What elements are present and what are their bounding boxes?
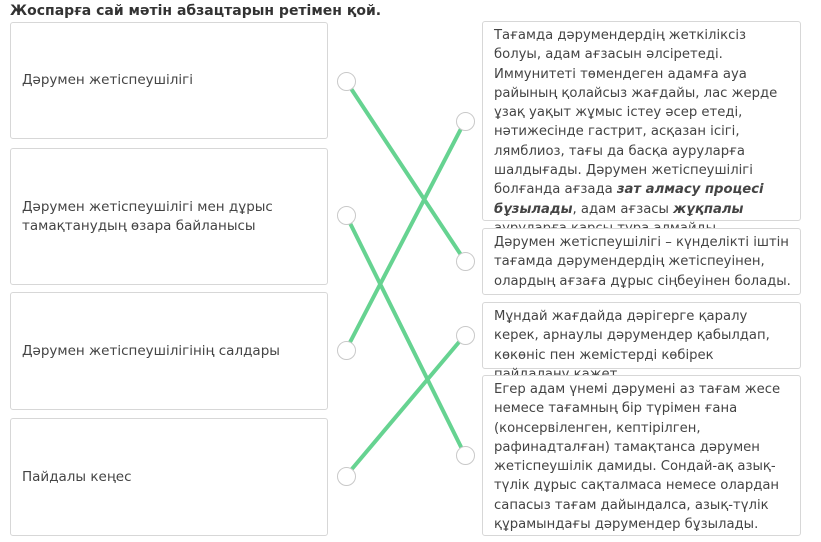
left-connector-dot[interactable] <box>337 206 356 225</box>
left-item-label: Дәрумен жетіспеушілігі <box>22 72 193 88</box>
right-connector-dot[interactable] <box>456 326 475 345</box>
connector-line[interactable] <box>346 335 465 476</box>
right-connector-dot[interactable] <box>456 446 475 465</box>
right-item-text: Тағамда дәрумендердің жеткіліксіз болуы, адам ағзасын әлсіретеді. Иммунитеті төмендеген адамға ауа райының қолайсыз жағдайы, лас жерде ұзақ уақыт жұмыс істеу әсер етеді, нәтижесінде гастрит, асқазан ісігі, лямблиоз, тағы да басқа ауруларға шалдығады. Дәрумен жетіспеушілігі болғанда ағзада зат алмасу процесі бұзылады, адам ағзасы жұқпалы <box>494 28 778 217</box>
left-item-label: Дәрумен жетіспеушілігі мен дұрыс тамақтанудың өзара байланысы <box>22 198 273 234</box>
right-connector-dot[interactable] <box>456 112 475 131</box>
right-item-text: Дәрумен жетіспеушілігі – күнделікті іштін тағамда дәрумендердің жетіспеуінен, олардың ағзаға дұрыс сіңбеуінен болады. <box>494 235 791 289</box>
instruction-title: Жоспарға сай мәтін абзацтарын ретімен қой. <box>10 3 382 19</box>
left-connector-dot[interactable] <box>337 72 356 91</box>
left-item-label: Дәрумен жетіспеушілігінің салдары <box>22 342 280 359</box>
right-connector-dot[interactable] <box>456 252 475 271</box>
right-item-text: Егер адам үнемі дәрумені аз тағам жесе немесе тағамның бір түрімен ғана (консервіленген, кептірілген, рафинадталған) тамақтанса дәрумен жетіспеушілік дамиды. Сондай-ақ азық-түлік дұрыс сақталмаса немесе олардан сапасыз тағам дайындалса, азық-түлік құрамындағы дәрумендер бұзылады. <box>494 382 781 533</box>
left-connector-dot[interactable] <box>337 467 356 486</box>
connector-line[interactable] <box>346 215 465 455</box>
left-item-label: Пайдалы кеңес <box>22 468 132 485</box>
right-item-text: Мұндай жағдайда дәрігерге қаралу керек, арнаулы дәрумендер қабылдап, көкөніс пен жемістерді көбірек <box>494 309 770 363</box>
left-connector-dot[interactable] <box>337 341 356 360</box>
